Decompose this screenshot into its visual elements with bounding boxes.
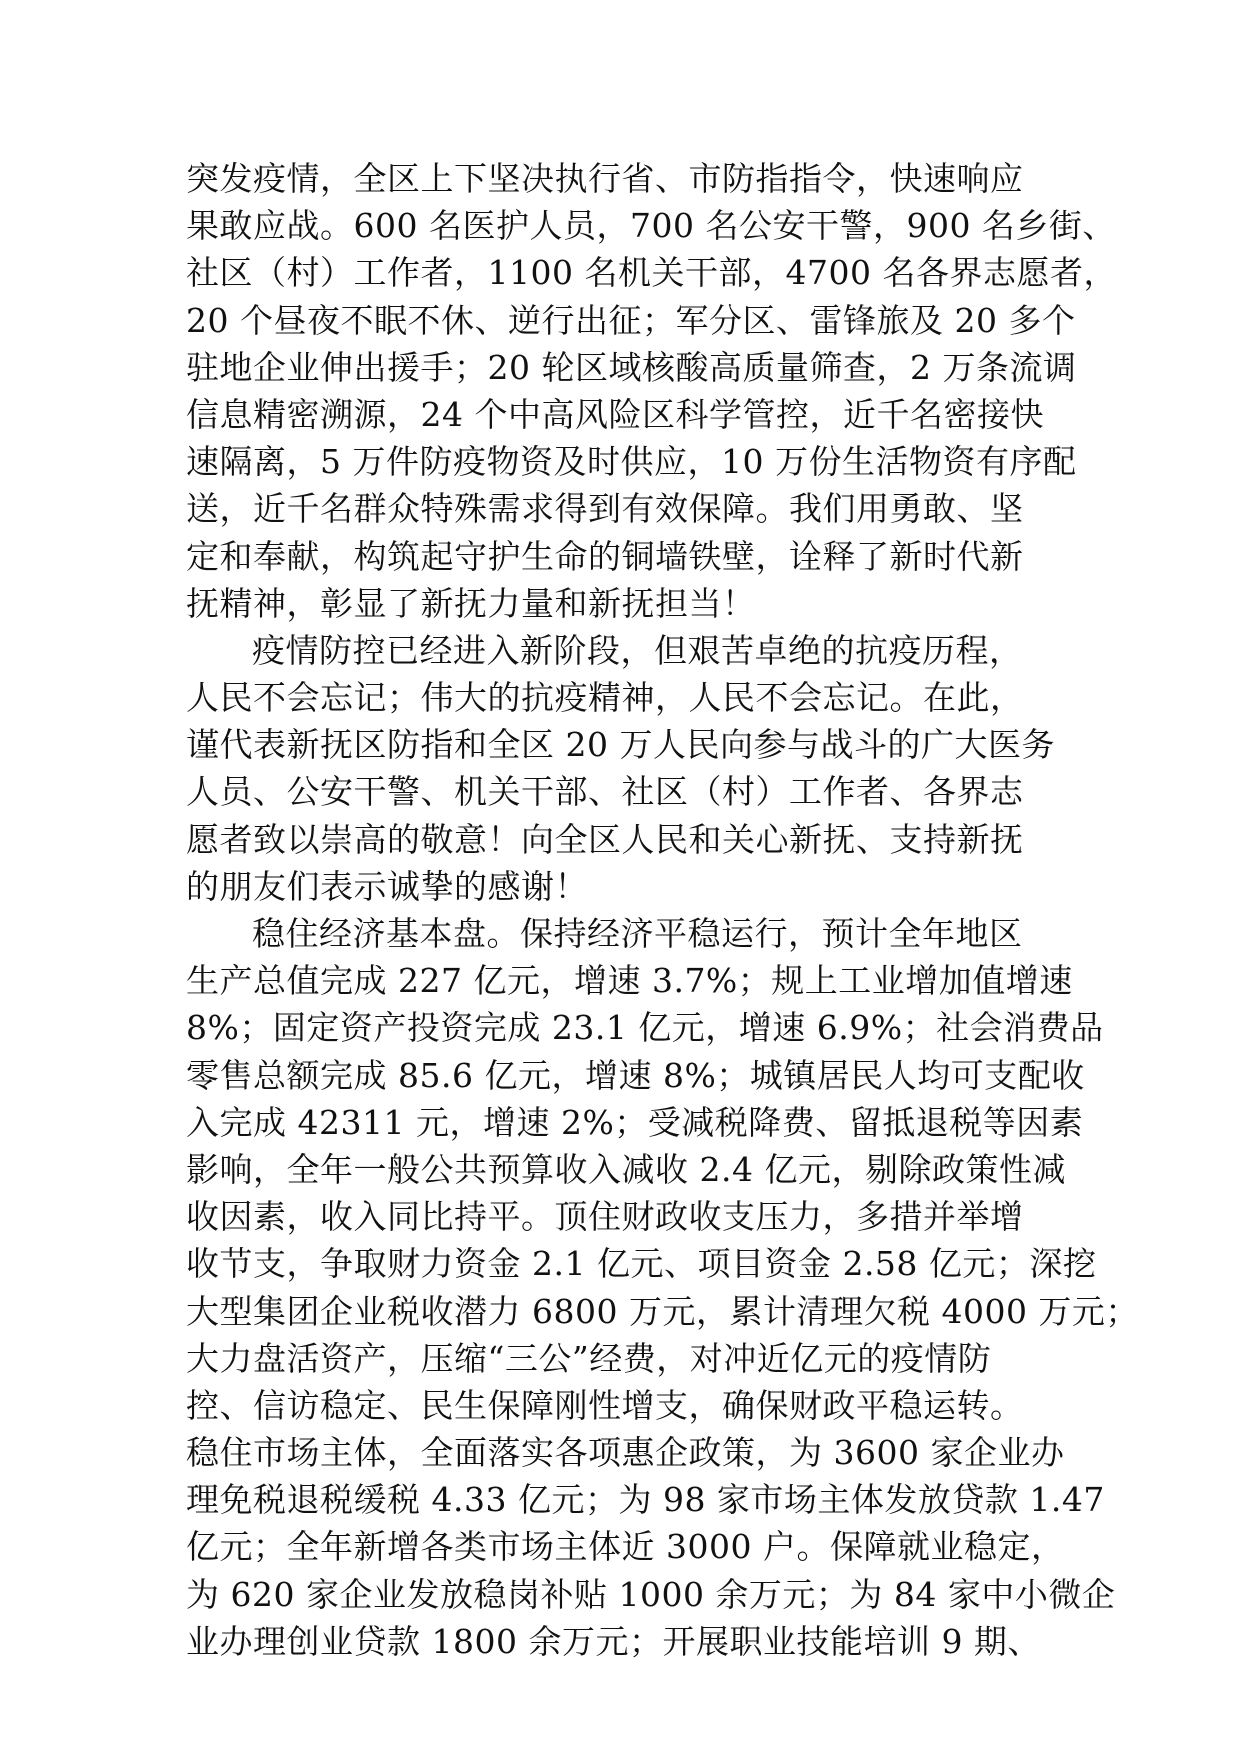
text-line: 影响，全年一般公共预算收入减收 2.4 亿元，剔除政策性减 (186, 1149, 1066, 1189)
text-line: 收因素，收入同比持平。顶住财政收支压力，多措并举增 (186, 1197, 1024, 1237)
paragraph-3 (186, 910, 1139, 1665)
paragraph-1 (186, 155, 1117, 627)
text-line: 理免税退税缓税 4.33 亿元；为 98 家市场主体发放贷款 1.47 (186, 1480, 1105, 1520)
text-line: 疫情防控已经进入新阶段，但艰苦卓绝的抗疫历程， (252, 630, 1023, 670)
text-line: 愿者致以崇高的敬意！向全区人民和关心新抚、支持新抚 (186, 819, 1024, 859)
text-line: 入完成 42311 元，增速 2%；受减税降费、留抵退税等因素 (186, 1102, 1084, 1142)
text-line: 控、信访稳定、民生保障刚性增支，确保财政平稳运转。 (186, 1385, 1024, 1425)
text-line: 亿元；全年新增各类市场主体近 3000 户。保障就业稳定， (186, 1527, 1065, 1567)
document-page (186, 155, 1139, 1665)
text-line: 社区（村）工作者，1100 名机关干部，4700 名各界志愿者， (186, 253, 1117, 293)
text-line: 的朋友们表示诚挚的感谢！ (186, 866, 588, 906)
text-line: 大型集团企业税收潜力 6800 万元，累计清理欠税 4000 万元； (186, 1291, 1139, 1331)
text-line: 零售总额完成 85.6 亿元，增速 8%；城镇居民人均可支配收 (186, 1055, 1085, 1095)
text-line: 速隔离，5 万件防疫物资及时供应，10 万份生活物资有序配 (186, 442, 1077, 482)
text-line: 大力盘活资产，压缩“三公”经费，对冲近亿元的疫情防 (186, 1338, 992, 1378)
text-line: 送，近千名群众特殊需求得到有效保障。我们用勇敢、坚 (186, 489, 1024, 529)
text-line: 为 620 家企业发放稳岗补贴 1000 余万元；为 84 家中小微企 (186, 1574, 1116, 1614)
text-line: 收节支，争取财力资金 2.1 亿元、项目资金 2.58 亿元；深挖 (186, 1244, 1097, 1284)
text-line: 8%；固定资产投资完成 23.1 亿元，增速 6.9%；社会消费品 (186, 1008, 1104, 1048)
text-line: 驻地企业伸出援手；20 轮区域核酸高质量筛查，2 万条流调 (186, 347, 1077, 387)
text-line: 定和奉献，构筑起守护生命的铜墙铁壁，诠释了新时代新 (186, 536, 1024, 576)
text-line: 谨代表新抚区防指和全区 20 万人民向参与战斗的广大医务 (186, 725, 1055, 765)
text-line: 人民不会忘记；伟大的抗疫精神，人民不会忘记。在此， (186, 678, 1024, 718)
text-line: 人员、公安干警、机关干部、社区（村）工作者、各界志 (186, 772, 1024, 812)
text-line: 果敢应战。600 名医护人员，700 名公安干警，900 名乡街、 (186, 206, 1116, 246)
text-line: 抚精神，彰显了新抚力量和新抚担当！ (186, 583, 756, 623)
text-line: 生产总值完成 227 亿元，增速 3.7%；规上工业增加值增速 (186, 961, 1073, 1001)
text-line: 20 个昼夜不眠不休、逆行出征；军分区、雷锋旅及 20 多个 (186, 300, 1076, 340)
text-line: 稳住经济基本盘。保持经济平稳运行，预计全年地区 (252, 914, 1023, 953)
text-line: 突发疫情，全区上下坚决执行省、市防指指令，快速响应 (186, 159, 1024, 198)
text-line: 信息精密溯源，24 个中高风险区科学管控，近千名密接快 (186, 394, 1044, 434)
text-line: 业办理创业贷款 1800 余万元；开展职业技能培训 9 期、 (186, 1621, 1041, 1661)
text-line: 稳住市场主体，全面落实各项惠企政策，为 3600 家企业办 (186, 1433, 1065, 1473)
paragraph-2 (186, 627, 1086, 910)
